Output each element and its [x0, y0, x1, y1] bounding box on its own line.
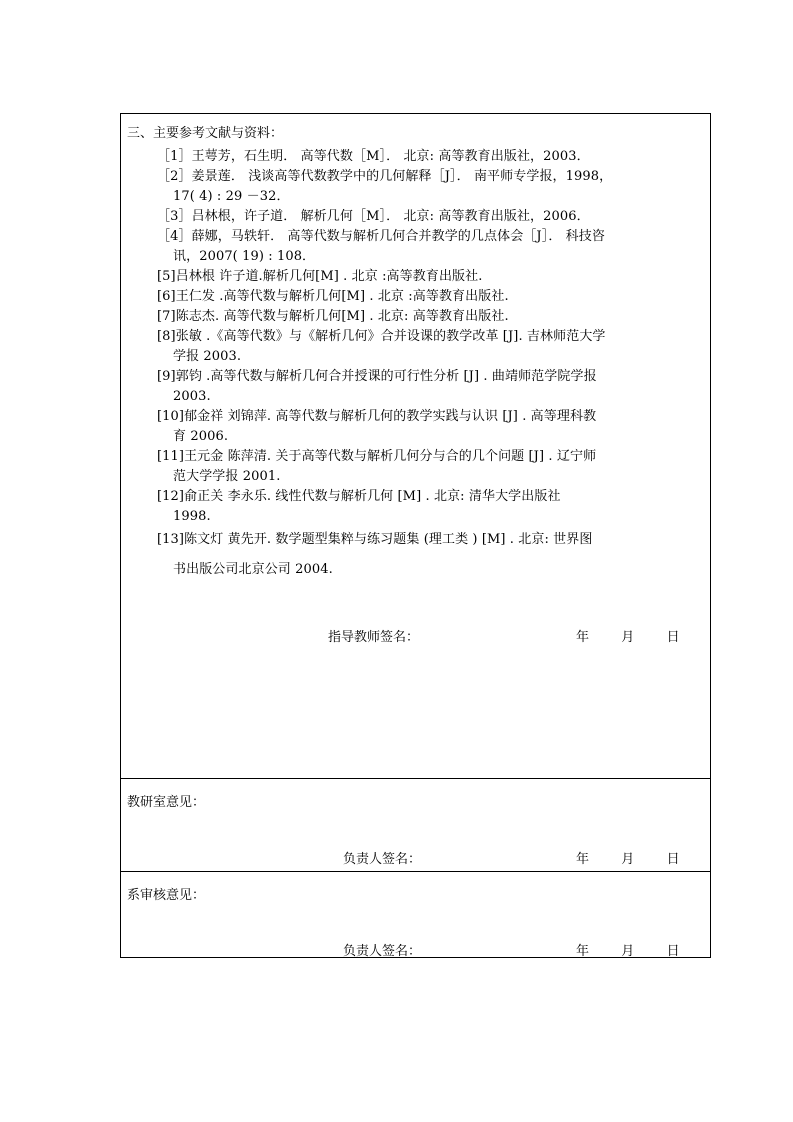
reference-line: ［4］薛娜，马轶轩． 高等代数与解析几何合并教学的几点体会［J］． 科技咨 [157, 229, 605, 244]
day-label: 日 [666, 852, 680, 867]
reference-continuation: 讯，2007( 19) : 108． [173, 249, 316, 264]
department-opinion-section [121, 778, 710, 871]
reference-item [157, 525, 709, 585]
reference-continuation: 育 2006. [173, 429, 229, 444]
reference-line: [6]王仁发 .高等代数与解析几何[M] . 北京 :高等教育出版社. [157, 289, 509, 304]
faculty-opinion-section [121, 871, 710, 957]
reference-line: [8]张敏 .《高等代数》与《解析几何》合并设课的教学改革 [J]. 吉林师范大学 [157, 329, 606, 344]
advisor-sign-label: 指导教师签名： [328, 630, 420, 645]
reference-item [157, 447, 709, 487]
form-table [120, 113, 711, 958]
reference-continuation: 学报 2003. [173, 349, 242, 364]
reference-item [157, 167, 709, 207]
month-label: 月 [621, 944, 635, 959]
reference-line: ［3］吕林根，许子道． 解析几何［M］． 北京: 高等教育出版社，2006． [157, 209, 590, 224]
month-label: 月 [621, 630, 635, 645]
reference-item [157, 307, 709, 327]
reference-line: [5]吕林根 许子道.解析几何[M] . 北京 :高等教育出版社. [157, 269, 483, 284]
reference-item [157, 227, 709, 267]
day-label: 日 [666, 630, 680, 645]
reference-line: [11]王元金 陈萍清. 关于高等代数与解析几何分与合的几个问题 [J] . 辽宁师 [157, 449, 597, 464]
year-label: 年 [576, 630, 590, 645]
department-sign-date [576, 848, 680, 867]
references-section [121, 114, 710, 778]
reference-line: ［1］王萼芳，石生明． 高等代数［M］． 北京: 高等教育出版社，2003． [157, 149, 590, 164]
reference-item [157, 287, 709, 307]
reference-item [157, 367, 709, 407]
reference-item [157, 267, 709, 287]
references-heading: 三、主要参考文献与资料： [127, 126, 284, 141]
year-label: 年 [576, 852, 590, 867]
reference-line: [9]郭钧 .高等代数与解析几何合并授课的可行性分析 [J] . 曲靖师范学院学报 [157, 369, 597, 384]
reference-continuation: 范大学学报 2001. [173, 469, 281, 484]
faculty-opinion-label: 系审核意见： [127, 888, 206, 903]
faculty-sign-date [576, 940, 680, 959]
department-opinion-label: 教研室意见： [127, 795, 206, 810]
reference-line: [13]陈文灯 黄先开. 数学题型集粹与练习题集 (理工类 ) [M] . 北京: 世界图 [157, 532, 593, 547]
reference-item [157, 487, 709, 527]
department-sign-label: 负责人签名： [343, 852, 422, 867]
day-label: 日 [666, 944, 680, 959]
month-label: 月 [621, 852, 635, 867]
reference-line: [10]郁金祥 刘锦萍. 高等代数与解析几何的教学实践与认识 [J] . 高等理科教 [157, 409, 597, 424]
reference-line: [12]俞正关 李永乐. 线性代数与解析几何 [M] . 北京: 清华大学出版社 [157, 489, 561, 504]
reference-item [157, 207, 709, 227]
reference-item [157, 407, 709, 447]
reference-continuation: 2003. [173, 389, 211, 404]
advisor-sign-date [576, 626, 680, 645]
reference-line: [7]陈志杰. 高等代数与解析几何[M] . 北京: 高等教育出版社. [157, 309, 509, 324]
year-label: 年 [576, 944, 590, 959]
faculty-sign-label: 负责人签名： [343, 944, 422, 959]
reference-continuation: 1998. [173, 509, 211, 524]
references-list [157, 147, 709, 585]
reference-continuation: 书出版公司北京公司 2004. [173, 562, 333, 577]
reference-item [157, 147, 709, 167]
reference-continuation: 17( 4) : 29 －32． [173, 189, 290, 204]
reference-item [157, 327, 709, 367]
reference-line: ［2］姜景莲． 浅谈高等代数教学中的几何解释［J］． 南平师专学报，1998， [157, 169, 613, 184]
